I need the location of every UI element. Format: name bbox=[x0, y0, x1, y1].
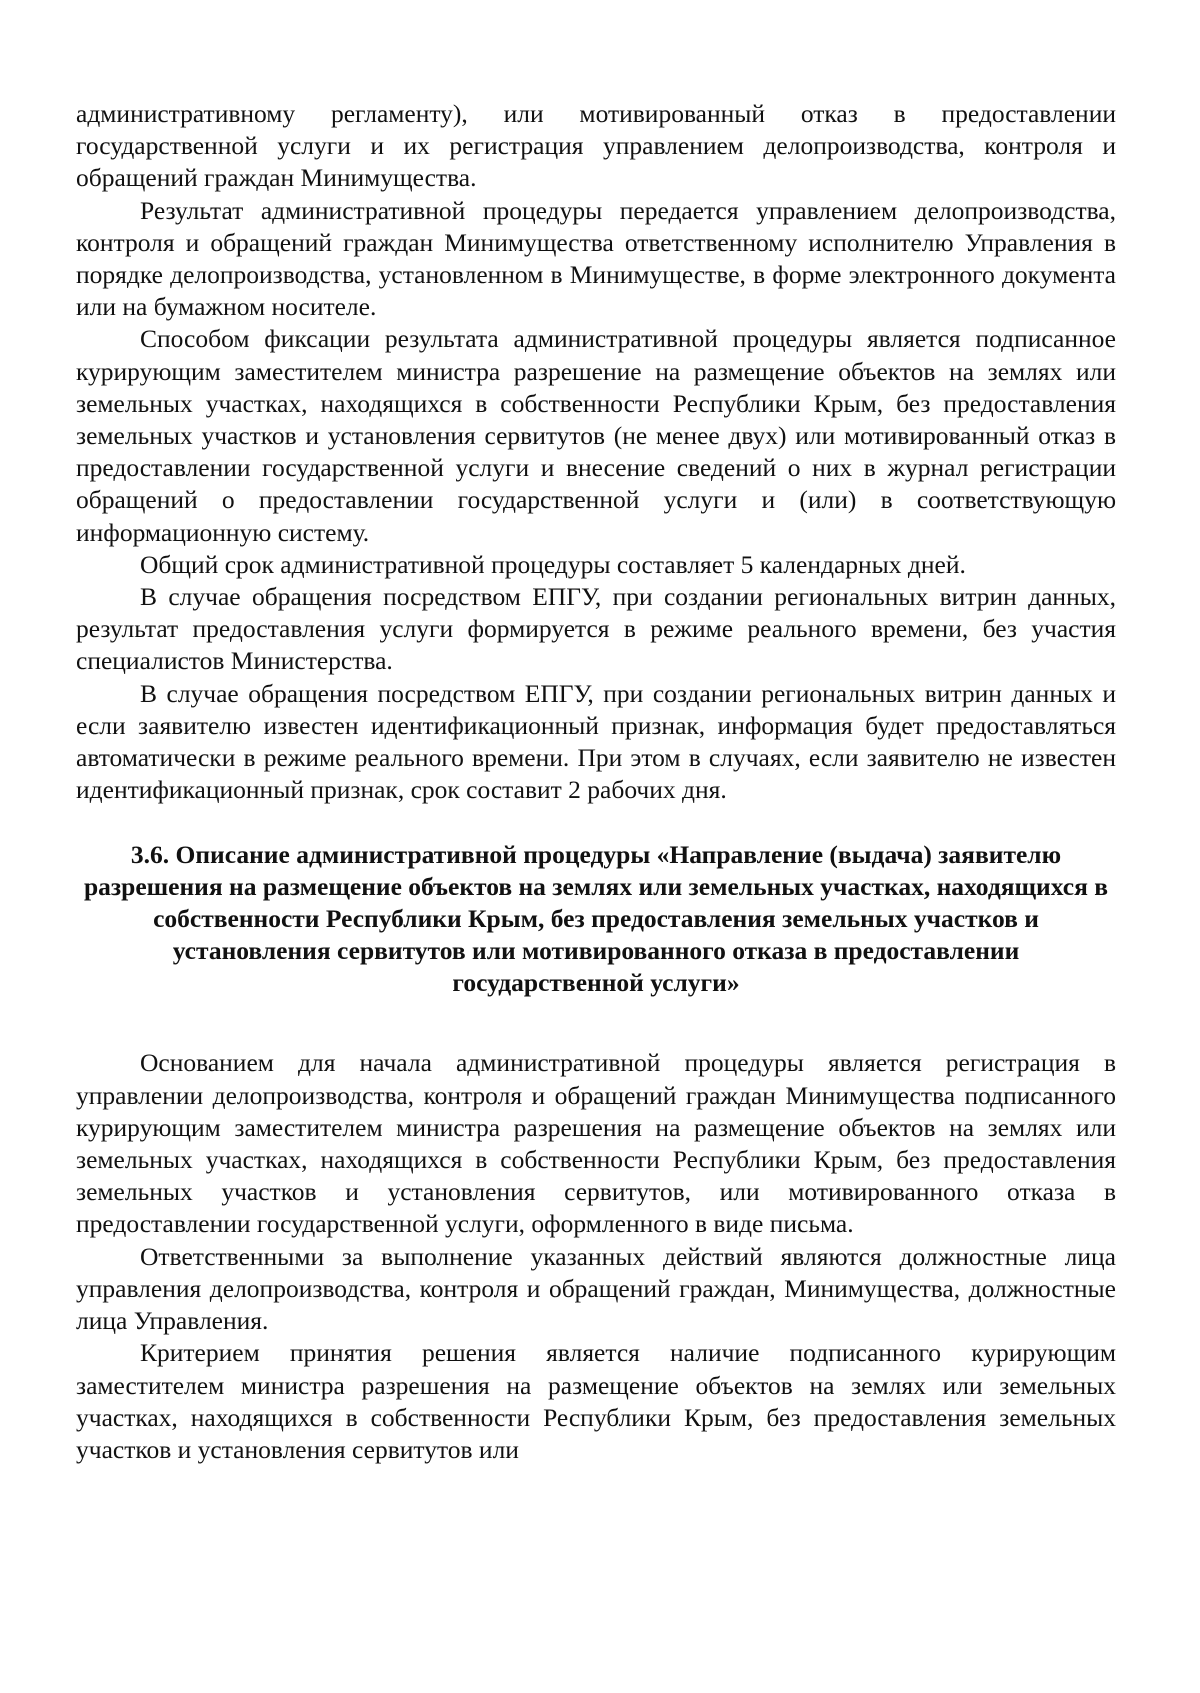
section-heading-3-6: 3.6. Описание административной процедуры «Направление (выдача) заявителю разрешения на размещение объектов на землях или земельных участках, находящихся в собственности Республики Крым, без предоставления земельных участков и установления сервитутов или мотивированного отказа в предоставлении государственной услуги» bbox=[83, 840, 1109, 998]
paragraph-epgu-realtime: В случае обращения посредством ЕПГУ, при создании региональных витрин данных, результат предоставления услуги формируется в режиме реального времени, без участия специалистов Министерства. bbox=[76, 582, 1116, 676]
paragraph-epgu-identifier: В случае обращения посредством ЕПГУ, при создании региональных витрин данных и если заявителю известен идентификационный признак, информация будет предоставляться автоматически в режиме реального времени. При этом в случаях, если заявителю не известен идентификационный признак, срок составит 2 рабочих дня. bbox=[76, 678, 1116, 805]
paragraph-result-transfer: Результат административной процедуры передается управлением делопроизводства, контроля и обращений граждан Минимущества ответственному исполнителю Управления в порядке делопроизводства, установленном в Минимуществе, в форме электронного документа или на бумажном носителе. bbox=[76, 195, 1116, 322]
paragraph-responsible-persons: Ответственными за выполнение указанных действий являются должностные лица управления делопроизводства, контроля и обращений граждан, Минимущества, должностные лица Управления. bbox=[76, 1241, 1116, 1336]
paragraph-result-fixation: Способом фиксации результата административной процедуры является подписанное курирующим заместителем министра разрешение на размещение объектов на землях или земельных участках, находящихся в собственности Республики Крым, без предоставления земельных участков и установления сервитутов (не менее двух) или мотивированный отказ в предоставлении государственной услуги и внесение сведений о них в журнал регистрации обращений о предоставлении государственной услуги и (или) в соответствующую информационную систему. bbox=[76, 324, 1116, 547]
paragraph-continuation: административному регламенту), или мотивированный отказ в предоставлении государственной услуги и их регистрация управлением делопроизводства, контроля и обращений граждан Минимущества. bbox=[76, 99, 1116, 193]
paragraph-procedure-basis: Основанием для начала административной процедуры является регистрация в управлении делопроизводства, контроля и обращений граждан Минимущества подписанного курирующим заместителем министра разрешения на размещение объектов на землях или земельных участках, находящихся в собственности Республики Крым, без предоставления земельных участков и установления сервитутов, или мотивированного отказа в предоставлении государственной услуги, оформленного в виде письма. bbox=[76, 1048, 1116, 1239]
paragraph-decision-criterion: Критерием принятия решения является наличие подписанного курирующим заместителем министра разрешения на размещение объектов на землях или земельных участках, находящихся в собственности Республики Крым, без предоставления земельных участков и установления сервитутов или bbox=[76, 1338, 1116, 1464]
document-page bbox=[76, 98, 1116, 1466]
paragraph-total-term: Общий срок административной процедуры составляет 5 календарных дней. bbox=[140, 549, 966, 579]
